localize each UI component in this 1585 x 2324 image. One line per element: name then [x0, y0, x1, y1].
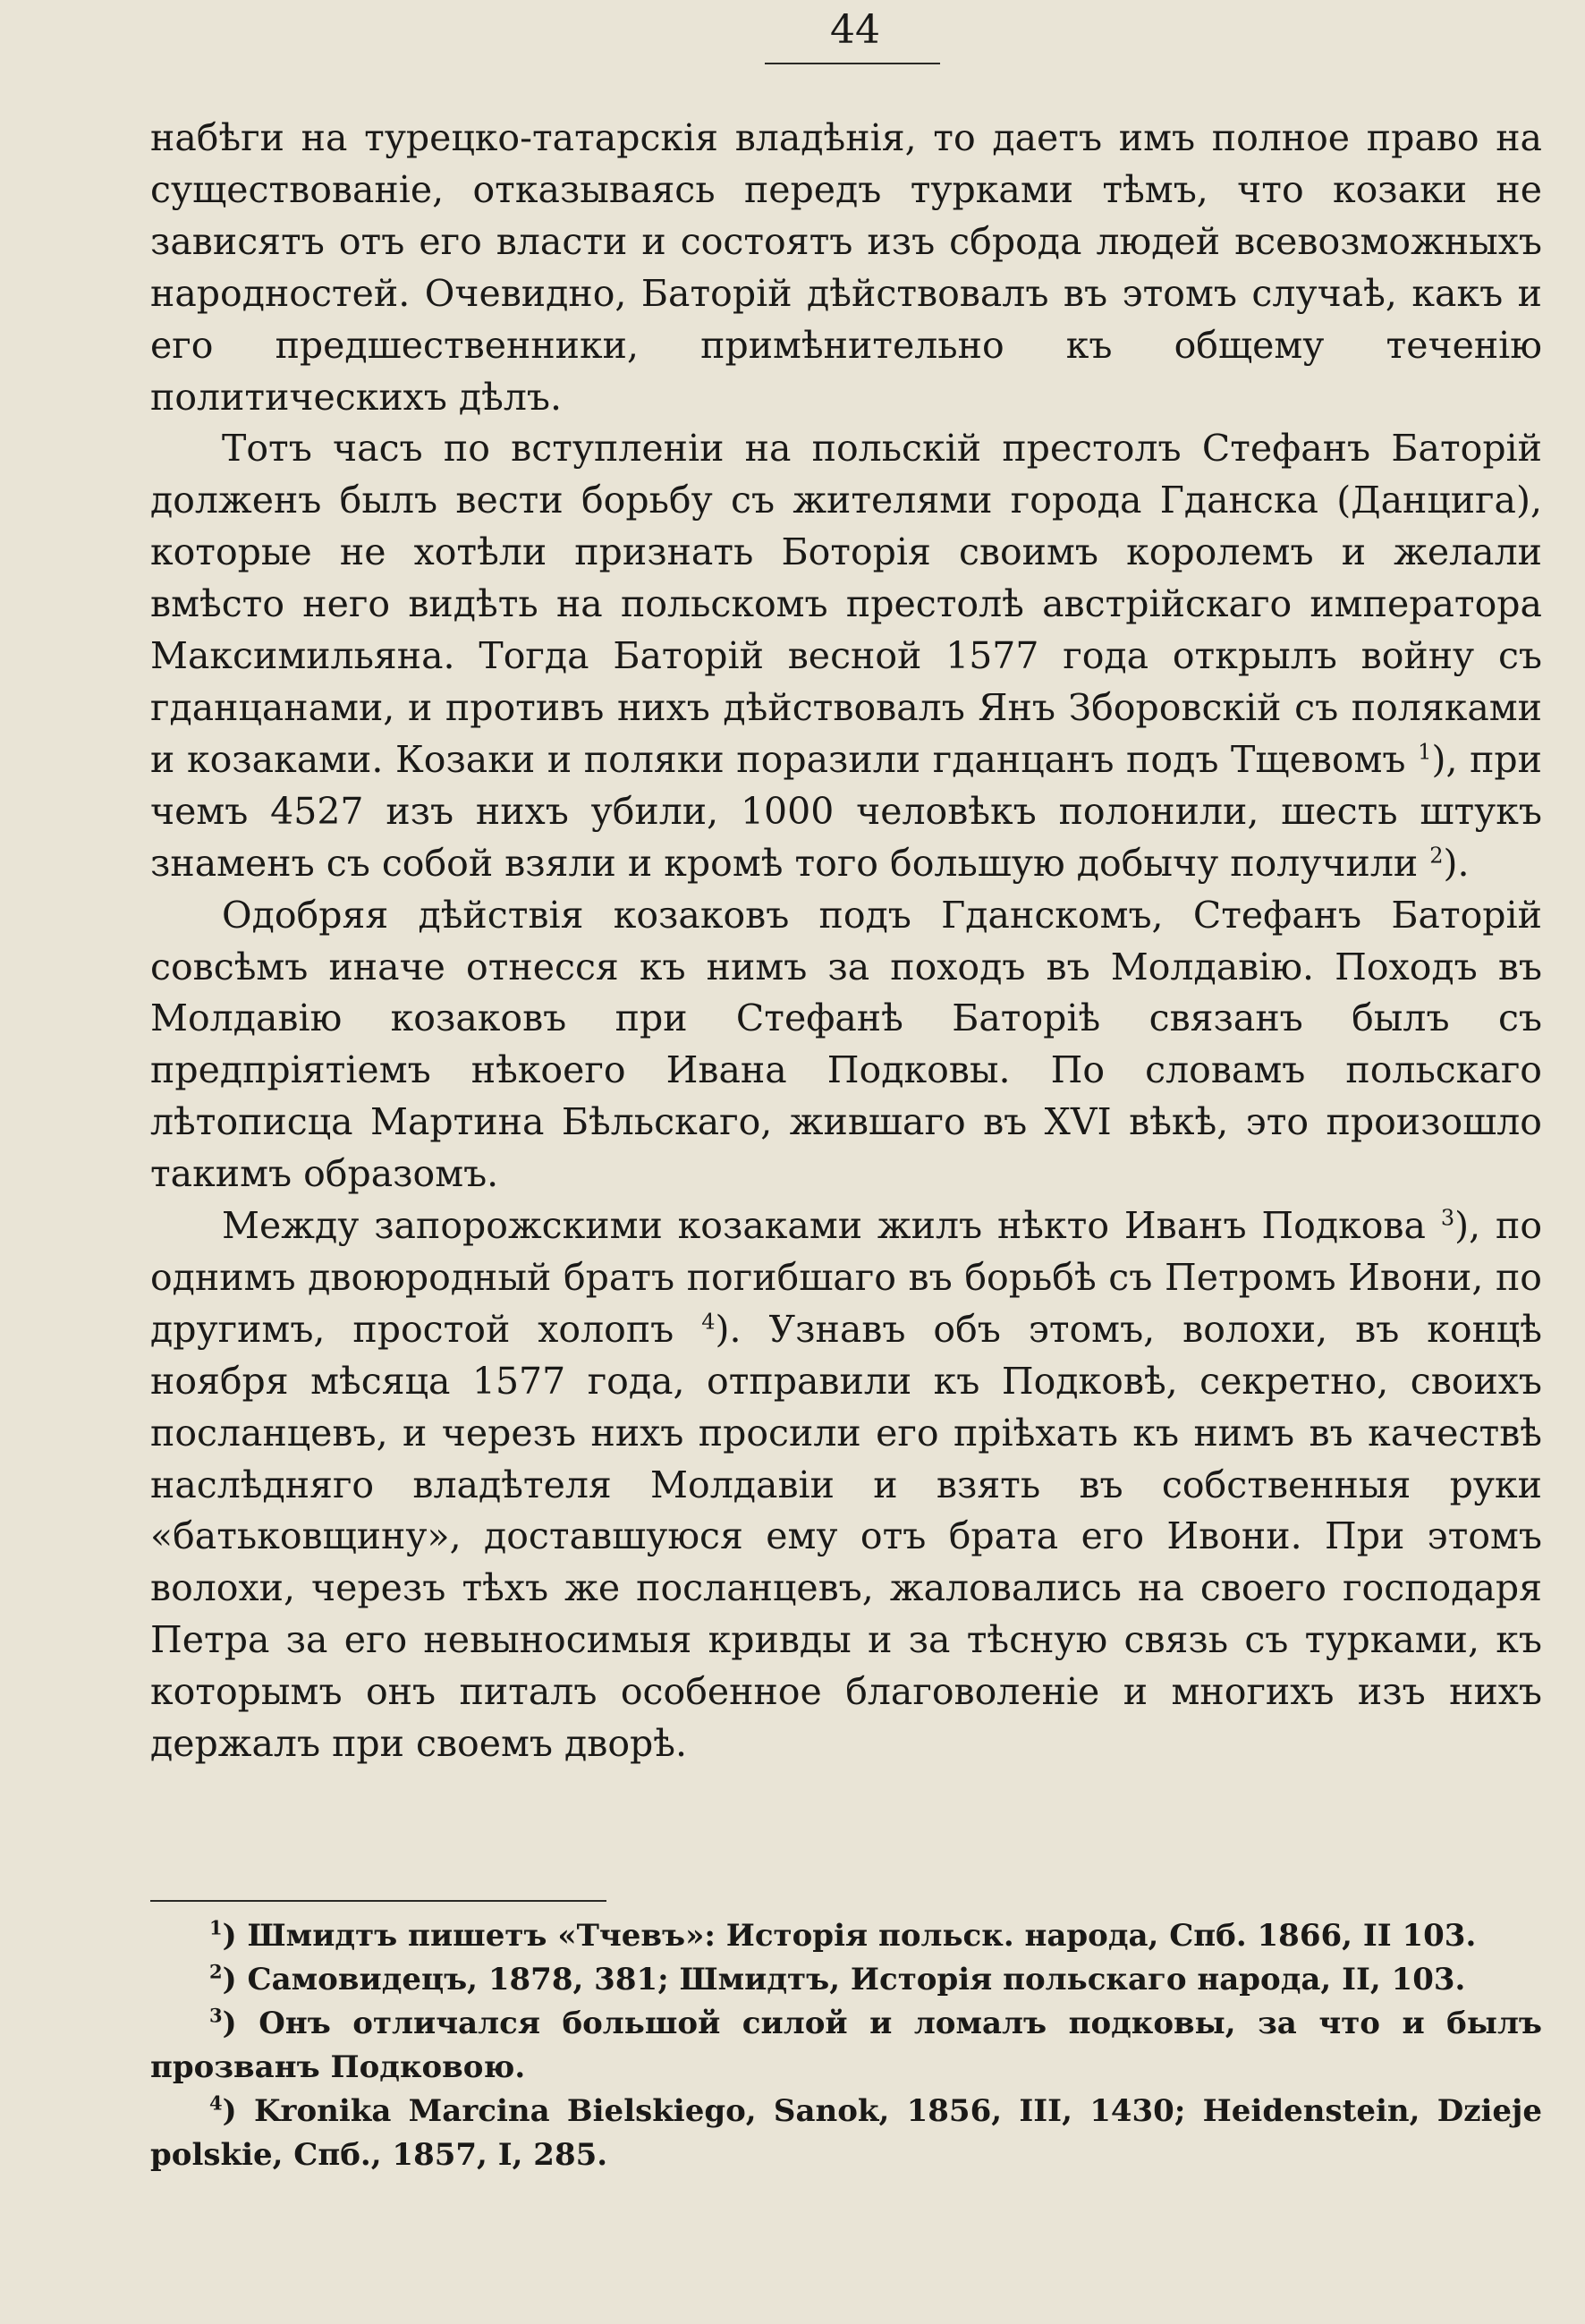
footnote-2-text: ) Самовидецъ, 1878, 381; Шмидтъ, Исторія польскаго народа, II, 103. [222, 1962, 1466, 1997]
paragraph-4-text-b: ), по однимъ двоюродный братъ погибшаго въ борьбѣ съ Петромъ Ивони, по другимъ, простой холопъ [150, 1204, 1542, 1351]
footnotes [150, 1914, 1542, 2177]
footnote-1-mark: 1 [209, 1916, 223, 1939]
footnote-ref-3[interactable]: 3 [1440, 1205, 1455, 1231]
paragraph-2-text-c: ). [1443, 841, 1470, 885]
paragraph-1 [150, 113, 1542, 423]
footnote-2 [150, 1958, 1542, 2002]
paragraph-3-text: Одобряя дѣйствія козаковъ подъ Гданскомъ, Стефанъ Баторій совсѣмъ иначе отнесся къ нимъ за походъ въ Молдавію. Походъ въ Молдавію козаковъ при Стефанѣ Баторіѣ связанъ былъ съ предпріятіемъ нѣкоего Ивана Подковы. По словамъ польскаго лѣтописца Мартина Бѣльскаго, жившаго въ XVI вѣкѣ, это произошло такимъ образомъ. [150, 893, 1542, 1196]
footnote-3-text: ) Онъ отличался большой силой и ломалъ подковы, за что и былъ прозванъ Подковою. [150, 2006, 1542, 2085]
footnote-ref-1-close: ) [1431, 737, 1446, 781]
paragraph-4-text-a: Между запорожскими козаками жилъ нѣкто Иванъ Подкова [222, 1204, 1441, 1248]
page-number: 44 [830, 7, 880, 53]
header-rule [765, 63, 940, 64]
footnote-ref-2[interactable]: 2 [1429, 843, 1444, 869]
footnote-4 [150, 2090, 1542, 2177]
main-text [150, 113, 1542, 1770]
footnote-2-mark: 2 [209, 1960, 223, 1983]
footnote-1-text: ) Шмидтъ пишетъ «Тчевъ»: Исторія польск. народа, Спб. 1866, II 103. [222, 1918, 1477, 1954]
footnote-3 [150, 2002, 1542, 2090]
footnote-4-text: ) Kronika Marcina Bielskiego, Sanok, 1856, III, 1430; Heidenstein, Dzieje polskie, Спб., 1857, I, 285. [150, 2093, 1542, 2173]
paragraph-1-text: набѣги на турецко-татарскія владѣнія, то даетъ имъ полное право на существованіе, отказываясь передъ турками тѣмъ, что козаки не зависятъ отъ его власти и состоятъ изъ сброда людей всевозможныхъ народностей. Очевидно, Баторій дѣйствовалъ въ этомъ случаѣ, какъ и его предшественники, примѣнительно къ общему теченію политическихъ дѣлъ. [150, 116, 1542, 419]
footnote-3-mark: 3 [209, 2004, 223, 2027]
paragraph-2 [150, 423, 1542, 889]
paragraph-4-text-c: ). Узнавъ объ этомъ, волохи, въ концѣ ноября мѣсяца 1577 года, отправили къ Подковѣ, секретно, своихъ посланцевъ, и черезъ нихъ просили его пріѣхать къ нимъ въ качествѣ наслѣдняго владѣтеля Молдавіи и взять въ собственныя руки «батьковщину», доставшуюся ему отъ брата его Ивони. При этомъ волохи, черезъ тѣхъ же посланцевъ, жаловались на своего господаря Петра за его невыносимыя кривды и за тѣсную связь съ турками, къ которымъ онъ питалъ особенное благоволеніе и многихъ изъ нихъ держалъ при своемъ дворѣ. [150, 1307, 1542, 1766]
paragraph-2-text-a: Тотъ часъ по вступленіи на польскій престолъ Стефанъ Баторій долженъ былъ вести борьбу съ жителями города Гданска (Данцига), которые не хотѣли признать Боторія своимъ королемъ и желали вмѣсто него видѣть на польскомъ престолѣ австрійскаго императора Максимильяна. Тогда Баторій весной 1577 года открылъ войну съ гданцанами, и противъ нихъ дѣйствовалъ Янъ Зборовскій съ поляками и козаками. Козаки и поляки поразили гданцанъ подъ Тщевомъ [150, 427, 1542, 781]
paragraph-4 [150, 1200, 1542, 1770]
footnote-1 [150, 1914, 1542, 1958]
footnote-ref-1[interactable]: 1 [1418, 739, 1432, 765]
paragraph-3 [150, 890, 1542, 1200]
paragraph-2-text-b: , при чемъ 4527 изъ нихъ убили, 1000 человѣкъ полонили, шесть штукъ знаменъ съ собой взяли и кромѣ того большую добычу получили [150, 737, 1543, 885]
footnote-ref-4[interactable]: 4 [701, 1309, 716, 1335]
footnote-4-mark: 4 [209, 2091, 223, 2115]
footnote-rule [150, 1900, 606, 1902]
